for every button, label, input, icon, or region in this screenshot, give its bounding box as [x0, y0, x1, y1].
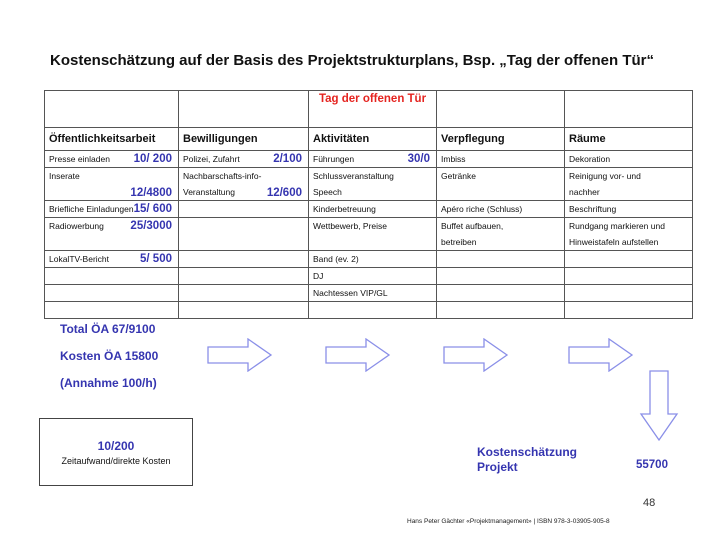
slide-title: Kostenschätzung auf der Basis des Projektstrukturplans, Bsp. „Tag der offenen Tür“: [50, 52, 654, 69]
table-cell: [437, 218, 565, 251]
cell-text: Imbiss: [441, 154, 466, 164]
cell-text-line2: nachher: [569, 187, 600, 197]
table-cell: [309, 201, 437, 218]
table-cell: [437, 168, 565, 201]
cell-estimate-value: 15/ 600: [133, 203, 172, 215]
table-cell: [565, 268, 693, 285]
table-row: [45, 268, 693, 285]
table-cell: [437, 251, 565, 268]
table-cell: [437, 201, 565, 218]
table-cell: [179, 285, 309, 302]
table-cell: [565, 285, 693, 302]
table-cell: [437, 91, 565, 128]
table-row: [45, 201, 693, 218]
table-cell: [565, 302, 693, 319]
cell-estimate-value: 12/600: [266, 187, 302, 199]
table-cell: [45, 168, 179, 201]
table-cell: [309, 151, 437, 168]
table-cell: [179, 151, 309, 168]
table-cell: [309, 218, 437, 251]
table-cell: [565, 201, 693, 218]
table-cell: [309, 285, 437, 302]
table-cell: [179, 268, 309, 285]
table-cell: [437, 268, 565, 285]
cell-text: Rundgang markieren und: [569, 221, 665, 231]
cell-text: Apéro riche (Schluss): [441, 204, 523, 214]
cell-text: Presse einladen: [49, 154, 110, 164]
column-header: Öffentlichkeitsarbeit: [45, 128, 179, 151]
cell-text: Radiowerbung: [49, 221, 104, 231]
table-cell: [309, 251, 437, 268]
cell-estimate-value: 5/ 500: [140, 253, 172, 265]
table-row: [45, 168, 693, 201]
result-total: 55700: [636, 459, 668, 471]
cell-text-line2: betreiben: [441, 237, 477, 247]
cell-text: Briefliche Einladungen: [49, 204, 134, 214]
right-arrow-icon: [568, 338, 634, 372]
result-label: [477, 445, 577, 475]
table-cell: [179, 91, 309, 128]
cell-text-line2: Hinweistafeln aufstellen: [569, 237, 659, 247]
result-label-line1: Kostenschätzung: [477, 445, 578, 459]
cell-estimate-value: 2/100: [273, 153, 302, 165]
page-number: 48: [643, 497, 656, 509]
table-cell: [179, 218, 309, 251]
table-cell: [565, 151, 693, 168]
cell-text: Nachbarschafts-info-: [183, 171, 262, 181]
table-cell: [45, 218, 179, 251]
table-cell: [565, 251, 693, 268]
table-cell: [45, 251, 179, 268]
table-cell: [179, 168, 309, 201]
cell-estimate-value: 12/4800: [130, 187, 172, 199]
cell-text: Beschriftung: [569, 204, 617, 214]
top-element-label: Tag der offenen Tür: [318, 93, 427, 105]
footer-citation: Hans Peter Gächter «Projektmanagement» | ISBN 978-3-03905-905-8: [407, 518, 610, 525]
table-cell: [309, 268, 437, 285]
cell-estimate-value: 10/ 200: [133, 153, 172, 165]
table-row: [45, 151, 693, 168]
right-arrow-icon: [325, 338, 391, 372]
cell-text: LokalTV-Bericht: [49, 254, 109, 264]
cell-text: Buffet aufbauen,: [441, 221, 504, 231]
cell-text: Reinigung vor- und: [569, 171, 641, 181]
cell-text: Inserate: [49, 171, 80, 181]
wbs-table: [44, 90, 693, 319]
table-row: [45, 285, 693, 302]
right-arrow-icon: [443, 338, 509, 372]
table-header-row: [45, 128, 693, 151]
table-cell: [309, 91, 437, 128]
table-cell: [45, 285, 179, 302]
legend-label: Zeitaufwand/direkte Kosten: [61, 456, 171, 466]
cell-text: Band (ev. 2): [313, 254, 359, 264]
cell-estimate-value: 30/0: [407, 153, 430, 165]
result-label-line2: Projekt: [477, 460, 518, 474]
table-cell: [565, 218, 693, 251]
table-cell: [45, 268, 179, 285]
cell-text: Dekoration: [569, 154, 611, 164]
cell-text-line2: Veranstaltung: [183, 187, 235, 197]
table-cell: [437, 151, 565, 168]
table-row: [45, 251, 693, 268]
cell-text: Wettbewerb, Preise: [313, 221, 388, 231]
column-header: Aktivitäten: [309, 128, 437, 151]
table-cell: [565, 91, 693, 128]
table-top-row: [45, 91, 693, 128]
summary-total: Total ÖA 67/9100: [60, 322, 156, 336]
cell-estimate-value: 25/3000: [130, 220, 172, 232]
table-cell: [45, 201, 179, 218]
table-cell: [179, 251, 309, 268]
table-cell: [179, 302, 309, 319]
cell-text-line2: Speech: [313, 187, 342, 197]
cell-text: Getränke: [441, 171, 476, 181]
legend-value: 10/200: [97, 439, 135, 453]
table-cell: [309, 302, 437, 319]
down-arrow-icon: [639, 370, 679, 442]
summary-assumption: (Annahme 100/h): [60, 376, 157, 390]
cell-text: Führungen: [313, 154, 355, 164]
table-cell: [565, 168, 693, 201]
table-cell: [437, 285, 565, 302]
column-header: Bewilligungen: [179, 128, 309, 151]
cell-text: Schlussveranstaltung: [313, 171, 394, 181]
cell-text: DJ: [313, 271, 324, 281]
cell-text: Nachtessen VIP/GL: [313, 288, 388, 298]
summary-cost: Kosten ÖA 15800: [60, 349, 159, 363]
column-header: Räume: [565, 128, 693, 151]
cell-text: Polizei, Zufahrt: [183, 154, 240, 164]
table-cell: [309, 168, 437, 201]
column-header: Verpflegung: [437, 128, 565, 151]
legend-box: [39, 418, 193, 486]
summary-block: [60, 316, 158, 397]
table-row: [45, 218, 693, 251]
table-cell: [45, 151, 179, 168]
right-arrow-icon: [207, 338, 273, 372]
table-cell: [45, 91, 179, 128]
cell-text: Kinderbetreuung: [313, 204, 376, 214]
table-cell: [179, 201, 309, 218]
table-cell: [437, 302, 565, 319]
